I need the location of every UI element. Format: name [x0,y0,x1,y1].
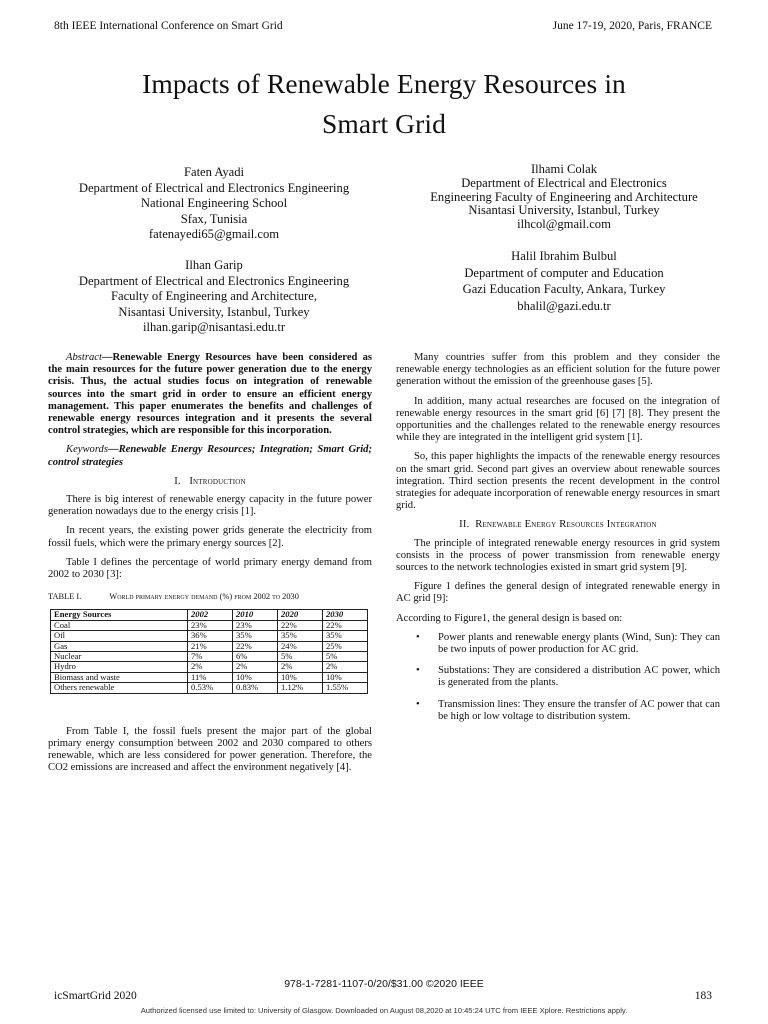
list-item [396,632,720,656]
table-header-cell: 2030 [323,610,368,620]
section-number: II. [459,519,470,531]
author-affiliation: Department of computer and Education [464,265,664,280]
list-item-text: Power plants and renewable energy plants (Wind, Sun): They can be two inputs of power production for AC grid. [438,631,720,656]
list-item [396,665,720,689]
paragraph: Table I defines the percentage of world primary energy demand from 2002 to 2030 [3]: [48,556,372,581]
table-header-cell: Energy Sources [51,610,188,620]
bullet-icon: • [416,698,420,710]
author-affiliation: Nisantasi University, Istanbul, Turkey [118,304,310,319]
author-affiliation: National Engineering School [140,196,288,211]
table-cell: Biomass and waste [51,672,188,682]
table-cell: Oil [51,631,188,641]
table-cell: Hydro [51,662,188,672]
running-header-conference: 8th IEEE International Conference on Smart Grid [54,20,283,32]
author-block-1 [44,165,384,243]
table-cell: 35% [323,631,368,641]
table-cell: 0.53% [188,683,233,693]
table-row [51,672,368,682]
author-affiliation: Nisantasi University, Istanbul, Turkey [468,203,660,218]
keywords-text: —Renewable Energy Resources; Integration; Smart Grid; control strategies [48,444,372,468]
table-cell: 25% [323,641,368,651]
table-row [51,620,368,630]
table-cell: 1.12% [278,683,323,693]
table-cell: 22% [233,641,278,651]
list-item-text: Transmission lines: They ensure the transfer of AC power that can be high or low voltage to distribution system. [438,698,720,722]
table-header-row [51,610,368,620]
table-cell: 10% [233,672,278,682]
table-cell: 2% [323,662,368,672]
table-row [51,662,368,672]
author-affiliation: Department of Electrical and Electronics Engineering [78,180,350,195]
author-email: fatenayedi65@gmail.com [148,227,280,242]
paragraph: From Table I, the fossil fuels present the major part of the global primary energy consumption between 2002 and 2030 compared to others renewable, which are less considered for power generation. Therefore, the CO2 emissions are increased and affect the environment negatively [4]. [48,725,372,774]
table-cell: 22% [278,620,323,630]
table-header-cell: 2010 [233,610,278,620]
table-cell: 23% [233,620,278,630]
table-row [51,683,368,693]
license-notice: Authorized licensed use limited to: University of Glasgow. Downloaded on August 08,2020 at 10:45:24 UTC from IEEE Xplore. Restrictions apply. [140,1006,628,1015]
list-item [396,699,720,723]
table-cell: 7% [188,652,233,662]
table-cell: 6% [233,652,278,662]
author-affiliation: Engineering Faculty of Engineering and Architecture [430,189,698,204]
list-item-text: Substations: They are considered a distribution AC power, which is generated from the plants. [438,665,720,689]
paragraph: According to Figure1, the general design is based on: [396,612,623,624]
energy-demand-table [50,609,368,693]
table-cell: Nuclear [51,652,188,662]
table-caption-number: TABLE I. [48,592,82,602]
author-name: Faten Ayadi [183,165,245,179]
section-number: I. [174,475,181,487]
section-title: Introduction [189,475,246,487]
copyright-line: 978-1-7281-1107-0/20/$31.00 ©2020 IEEE [284,978,484,990]
bullet-icon: • [416,631,420,643]
author-block-2 [44,258,384,336]
abstract-label: Abstract [66,352,102,363]
table-cell: 5% [278,652,323,662]
table-cell: 2% [278,662,323,672]
author-affiliation: Department of Electrical and Electronics Engineering [78,273,350,288]
table-cell: 2% [233,662,278,672]
table-cell: 0.83% [233,683,278,693]
abstract [48,352,372,437]
author-affiliation: Department of Electrical and Electronics [461,175,667,190]
table-cell: Gas [51,641,188,651]
table-cell: Coal [51,620,188,630]
table-row [51,631,368,641]
author-email: ilhcol@gmail.com [517,217,611,232]
author-name: Ilhan Garip [185,258,243,272]
table-cell: 1.55% [323,683,368,693]
paragraph: In recent years, the existing power grids generate the electricity from fossil fuels, which were the primary energy sources [2]. [48,525,372,549]
page-number: 183 [694,990,712,1002]
table-row [51,652,368,662]
table-caption-text: World primary energy demand (%) from 2002 to 2030 [109,592,299,602]
paragraph: The principle of integrated renewable energy resources in grid system consists in the process of power transmission from renewable energy sources to the network technologies existed in smart grid system [9]. [396,537,720,574]
table-cell: 21% [188,641,233,651]
table-cell: 22% [323,620,368,630]
bullet-icon: • [416,665,420,677]
table-cell: 11% [188,672,233,682]
paper-title [60,64,708,144]
author-affiliation: Faculty of Engineering and Architecture, [111,289,317,304]
abstract-text: —Renewable Energy Resources have been considered as the main resources for the future power generation due to the energy crisis. Thus, the actual studies focus on integration of renewable sources into the smart grid in order to ensure an efficient energy management. This paper enumerates the benefits and challenges of renewable energy resources integration and it presents the several control strategies, which are responsible for this incorporation. [48,352,372,437]
author-affiliation: Sfax, Tunisia [180,211,248,226]
author-affiliation: Gazi Education Faculty, Ankara, Turkey [462,282,666,297]
running-header-date: June 17-19, 2020, Paris, FRANCE [552,20,712,32]
bullet-list [396,632,720,723]
author-block-3 [394,163,734,232]
author-name: Ilhami Colak [530,162,598,176]
paragraph: Many countries suffer from this problem and they consider the renewable energy technologies as an efficient solution for the future power generation without the emission of the greenhouse gases [5]. [396,352,720,388]
paragraph: In addition, many actual researches are focused on the integration of renewable energy resources in the smart grid [6] [7] [8]. They present the opportunities and the challenges related to the renewable energy resources while they are integrated in the intelligent grid system [1]. [396,395,720,444]
table-cell: 35% [278,631,323,641]
paper-title-line-2: Smart Grid [322,108,446,139]
paragraph: Figure 1 defines the general design of integrated renewable energy in AC grid [9]: [396,581,720,605]
table-cell: 35% [233,631,278,641]
keywords [48,444,372,468]
keywords-label: Keywords [66,444,108,456]
author-email: bhalil@gazi.edu.tr [517,298,611,313]
table-header-cell: 2002 [188,610,233,620]
table-header-cell: 2020 [278,610,323,620]
table-cell: 5% [323,652,368,662]
author-block-4 [394,248,734,314]
table-caption [48,591,372,603]
paragraph: There is big interest of renewable energy capacity in the future power generation nowadays due to the energy crisis [1]. [48,494,372,518]
table-cell: 10% [323,672,368,682]
table-row [51,641,368,651]
left-column [48,352,372,782]
author-name: Halil Ibrahim Bulbul [511,249,617,263]
section-title: Renewable Energy Resources Integration [475,519,657,531]
table-cell: 2% [188,662,233,672]
author-email: ilhan.garip@nisantasi.edu.tr [142,320,286,335]
table-cell: 36% [188,631,233,641]
table-cell: Others renewable [51,683,188,693]
table-cell: 10% [278,672,323,682]
paper-title-line-1: Impacts of Renewable Energy Resources in [142,68,626,99]
section-heading-integration [396,519,720,531]
table-cell: 24% [278,641,323,651]
paragraph: So, this paper highlights the impacts of the renewable energy resources on the smart grid. Second part gives an overview about renewable sources integration. Third section presents the recent development in the control strategies for adequate incorporation of renewable energy resources in smart grid. [396,451,720,512]
table-cell: 23% [188,620,233,630]
section-heading-introduction [48,476,372,488]
footer-conference: icSmartGrid 2020 [54,990,137,1002]
right-column [396,352,720,732]
